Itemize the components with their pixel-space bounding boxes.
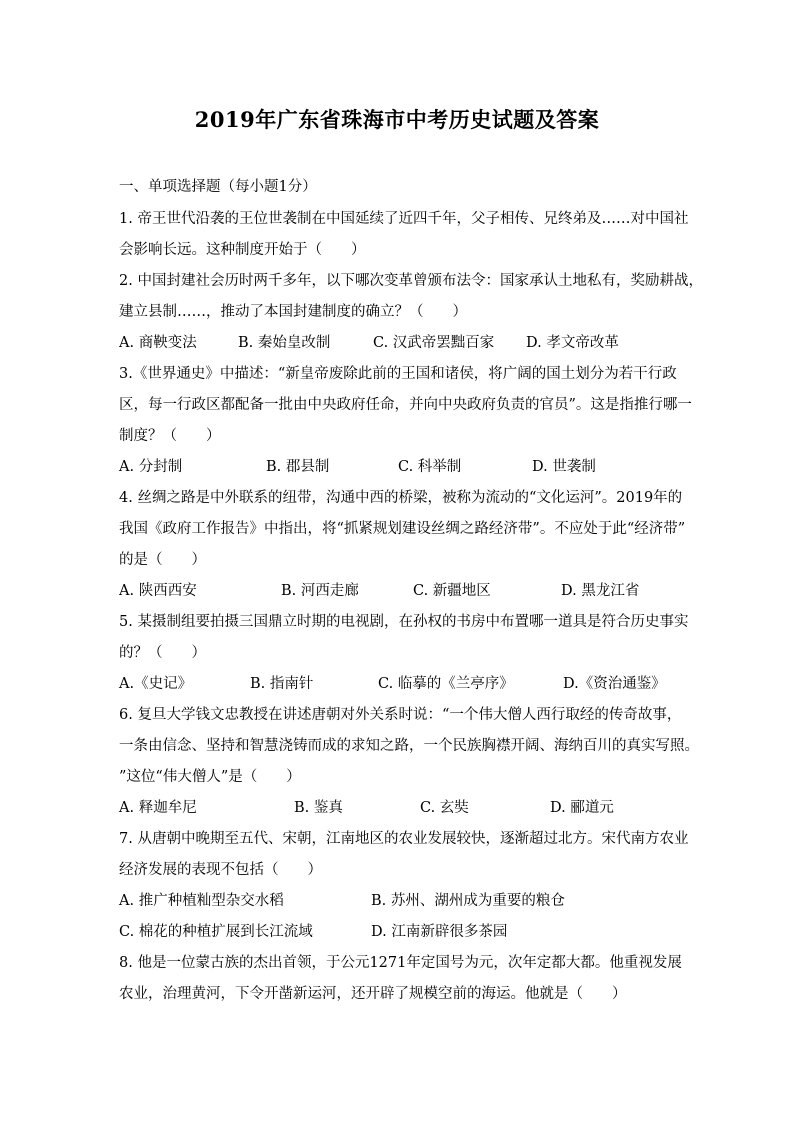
question-2-option-a: A. 商鞅变法: [119, 335, 197, 351]
question-4-option-c: C. 新疆地区: [413, 583, 491, 599]
question-2-option-b: B. 秦始皇改制: [238, 335, 331, 351]
question-3-option-c: C. 科举制: [398, 459, 462, 475]
question-4-option-d: D. 黑龙江省: [561, 583, 640, 599]
question-7-option-d: D. 江南新辟很多茶园: [371, 924, 508, 940]
question-6-option-b: B. 鉴真: [294, 800, 343, 816]
question-5-line-1: 5. 某摄制组要拍摄三国鼎立时期的电视剧，在孙权的书房中布置哪一道具是符合历史事实: [119, 614, 689, 630]
question-6-option-c: C. 玄奘: [420, 800, 469, 816]
question-8-line-2: 农业，治理黄河，下令开凿新运河，还开辟了规模空前的海运。他就是（ ）: [119, 986, 627, 1002]
question-1-line-2: 会影响长远。这种制度开始于（ ）: [119, 242, 366, 258]
question-2-option-c: C. 汉武帝罢黜百家: [373, 335, 495, 351]
question-4-line-3: 的是（ ）: [119, 552, 206, 568]
question-7-option-b: B. 苏州、湖州成为重要的粮仓: [371, 893, 565, 909]
document-title: 2019年广东省珠海市中考历史试题及答案: [194, 107, 600, 132]
question-6-line-2: 一条由信念、坚持和智慧浇铸而成的求知之路，一个民族胸襟开阔、海纳百川的真实写照。: [119, 738, 699, 754]
question-4-line-2: 我国《政府工作报告》中指出，将“抓紧规划建设丝绸之路经济带”。不应处于此“经济带”: [119, 521, 686, 537]
question-2-line-1: 2. 中国封建社会历时两千多年，以下哪次变革曾颁布法令：国家承认土地私有，奖励耕战，: [119, 273, 703, 289]
question-6-line-1: 6. 复旦大学钱文忠教授在讲述唐朝对外关系时说：“一个伟大僧人西行取经的传奇故事，: [119, 707, 682, 723]
question-6-option-a: A. 释迦牟尼: [119, 800, 197, 816]
question-7-line-1: 7. 从唐朝中晚期至五代、宋朝，江南地区的农业发展较快，逐渐超过北方。宋代南方农业: [119, 831, 689, 847]
question-4-option-b: B. 河西走廊: [281, 583, 359, 599]
question-5-option-a: A.《史记》: [119, 676, 193, 692]
question-3-line-2: 区，每一行政区都配备一批由中央政府任命，并向中央政府负责的官员”。这是指推行哪一: [119, 397, 692, 413]
question-3-line-3: 制度？（ ）: [119, 428, 221, 444]
question-8-line-1: 8. 他是一位蒙古族的杰出首领，于公元1271年定国号为元，次年定都大都。他重视发展: [119, 955, 682, 971]
question-6-option-d: D. 郦道元: [550, 800, 614, 816]
question-3-option-a: A. 分封制: [119, 459, 183, 475]
question-3-option-d: D. 世袭制: [532, 459, 596, 475]
question-7-option-c: C. 棉花的种植扩展到长江流域: [119, 924, 313, 940]
question-6-line-3: ”这位“伟大僧人”是（ ）: [119, 769, 301, 785]
question-1-line-1: 1. 帝王世代沿袭的王位世袭制在中国延续了近四千年，父子相传、兄终弟及……对中国社: [119, 211, 689, 227]
question-5-option-c: C. 临摹的《兰亭序》: [378, 676, 514, 692]
question-4-option-a: A. 陕西西安: [119, 583, 197, 599]
question-5-option-b: B. 指南针: [250, 676, 314, 692]
question-7-line-2: 经济发展的表现不包括（ ）: [119, 862, 322, 878]
question-5-option-d: D.《资治通鉴》: [563, 676, 666, 692]
section-heading: 一、单项选择题（每小题1分）: [119, 179, 317, 195]
question-2-option-d: D. 孝文帝改革: [526, 335, 619, 351]
question-5-line-2: 的？（ ）: [119, 645, 206, 661]
question-3-line-1: 3.《世界通史》中描述：“新皇帝废除此前的王国和诸侯，将广阔的国土划分为若干行政: [119, 366, 677, 382]
question-2-line-2: 建立县制……，推动了本国封建制度的确立？（ ）: [119, 304, 467, 320]
question-7-option-a: A. 推广种植籼型杂交水稻: [119, 893, 284, 909]
question-3-option-b: B. 郡县制: [266, 459, 330, 475]
question-4-line-1: 4. 丝绸之路是中外联系的纽带，沟通中西的桥梁，被称为流动的“文化运河”。2019年的: [119, 490, 683, 506]
